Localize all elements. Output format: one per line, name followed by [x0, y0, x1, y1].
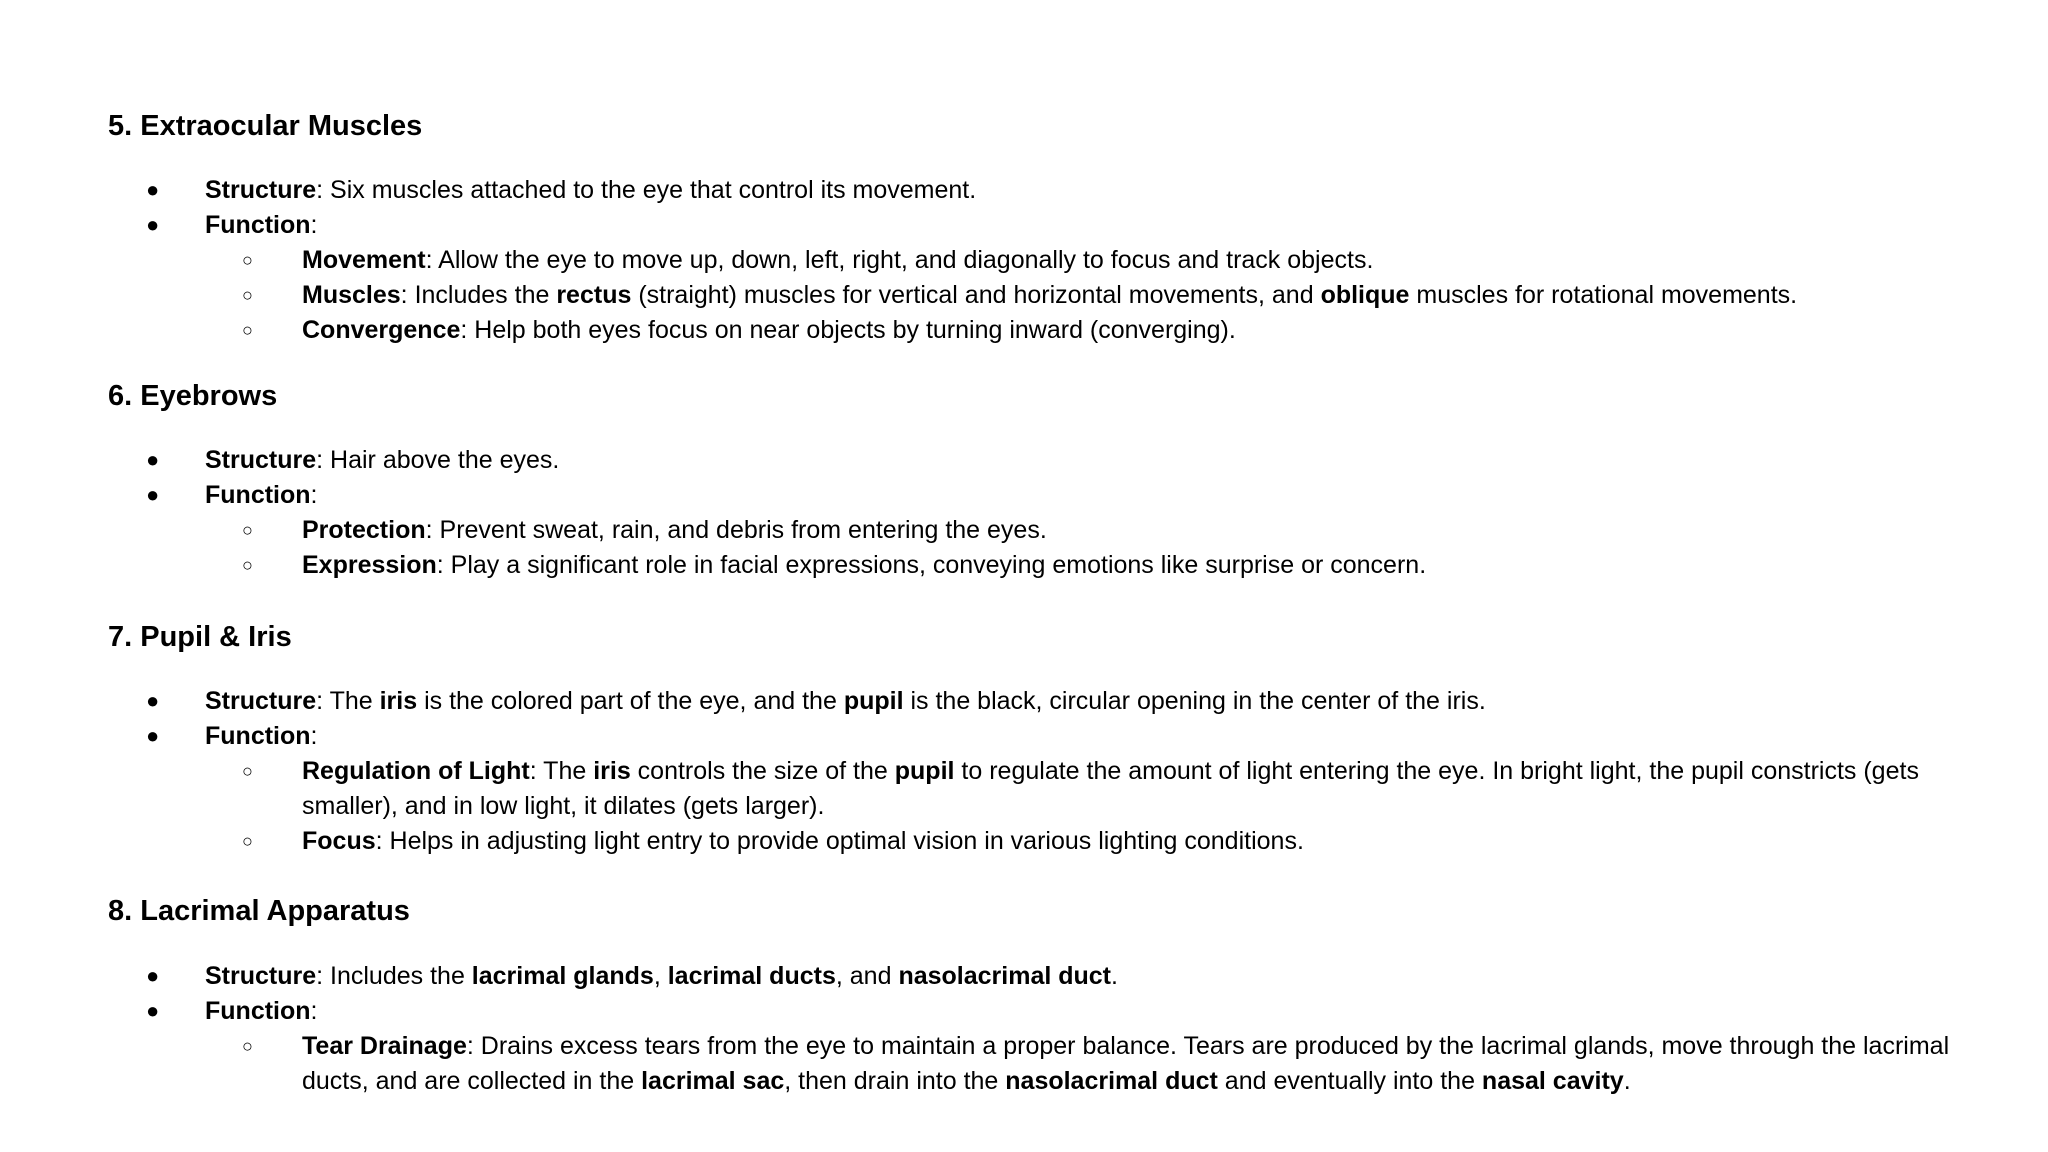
structure-text: . [1111, 962, 1118, 990]
bullet-circle-icon: ○ [242, 831, 253, 851]
item-label: Movement [302, 246, 426, 274]
item-text: : Includes the [400, 281, 557, 309]
structure-bold: pupil [843, 687, 904, 715]
item-bold: lacrimal sac [641, 1067, 785, 1095]
item-bold: nasal cavity [1481, 1067, 1624, 1095]
section-heading: 6. Eyebrows [108, 380, 278, 412]
function-line [205, 208, 317, 243]
item-bold: rectus [556, 281, 632, 309]
structure-bold: nasolacrimal duct [898, 962, 1112, 990]
item-label: Regulation of Light [302, 757, 530, 785]
list-item-regulation-of-light [302, 754, 1919, 789]
function-colon: : [310, 481, 318, 509]
structure-text: , and [835, 962, 899, 990]
item-bold: nasolacrimal duct [1005, 1067, 1218, 1095]
list-item-muscles [302, 278, 1797, 313]
bullet-disc-icon: ● [146, 212, 160, 237]
bullet-disc-icon: ● [146, 177, 160, 202]
section-heading: 5. Extraocular Muscles [108, 110, 423, 142]
function-line [205, 478, 317, 513]
structure-bold: lacrimal ducts [667, 962, 836, 990]
structure-text: is the black, circular opening in the center of the iris. [903, 687, 1486, 715]
item-text: and eventually into the [1217, 1067, 1482, 1095]
list-item-focus [302, 824, 1304, 859]
function-label: Function [205, 997, 311, 1025]
structure-bold: lacrimal glands [471, 962, 654, 990]
bullet-disc-icon: ● [146, 482, 160, 507]
function-colon: : [310, 722, 318, 750]
bullet-circle-icon: ○ [242, 250, 253, 270]
bullet-circle-icon: ○ [242, 320, 253, 340]
item-label: Convergence [302, 316, 461, 344]
item-text: : Helps in adjusting light entry to provide optimal vision in various lighting conditions. [375, 827, 1304, 855]
bullet-circle-icon: ○ [242, 555, 253, 575]
structure-text: : Includes the [316, 962, 472, 990]
list-item-expression [302, 548, 1426, 583]
structure-label: Structure [205, 446, 317, 474]
item-text: . [1623, 1067, 1631, 1095]
list-item-tear-drainage [302, 1029, 1949, 1064]
list-item-continuation [302, 1064, 1631, 1099]
item-text: : Prevent sweat, rain, and debris from entering the eyes. [425, 516, 1047, 544]
bullet-circle-icon: ○ [242, 285, 253, 305]
item-text: controls the size of the [630, 757, 895, 785]
structure-label: Structure [205, 176, 317, 204]
item-text: ducts, and are collected in the [302, 1067, 642, 1095]
bullet-circle-icon: ○ [242, 761, 253, 781]
item-text: : Play a significant role in facial expressions, conveying emotions like surprise or concern. [436, 551, 1427, 579]
item-text: (straight) muscles for vertical and horizontal movements, and [631, 281, 1321, 309]
item-bold: iris [593, 757, 631, 785]
item-label: Protection [302, 516, 426, 544]
function-line [205, 719, 317, 754]
item-text: , then drain into the [784, 1067, 1006, 1095]
function-line [205, 994, 317, 1029]
bullet-disc-icon: ● [146, 963, 160, 988]
function-label: Function [205, 481, 311, 509]
item-text: : The [529, 757, 594, 785]
structure-label: Structure [205, 962, 317, 990]
item-bold: oblique [1320, 281, 1410, 309]
bullet-circle-icon: ○ [242, 1036, 253, 1056]
item-text: : Help both eyes focus on near objects by turning inward (converging). [460, 316, 1236, 344]
structure-line [205, 959, 1118, 994]
item-label: Tear Drainage [302, 1032, 467, 1060]
bullet-disc-icon: ● [146, 723, 160, 748]
function-label: Function [205, 722, 311, 750]
item-bold: pupil [894, 757, 955, 785]
list-item-movement [302, 243, 1373, 278]
structure-label: Structure [205, 687, 317, 715]
bullet-disc-icon: ● [146, 688, 160, 713]
item-text: to regulate the amount of light entering the eye. In bright light, the pupil constricts (gets [954, 757, 1919, 785]
item-text: muscles for rotational movements. [1409, 281, 1798, 309]
structure-line [205, 443, 559, 478]
structure-text: : The [316, 687, 380, 715]
section-heading: 8. Lacrimal Apparatus [108, 895, 410, 927]
structure-line [205, 684, 1486, 719]
structure-text: : Six muscles attached to the eye that control its movement. [316, 176, 977, 204]
function-label: Function [205, 211, 311, 239]
list-item-continuation: smaller), and in low light, it dilates (gets larger). [302, 792, 825, 820]
list-item-protection [302, 513, 1047, 548]
section-heading: 7. Pupil & Iris [108, 621, 292, 653]
item-text: : Drains excess tears from the eye to maintain a proper balance. Tears are produced by the lacrimal glands, move through the lacrimal [466, 1032, 1950, 1060]
structure-text: : Hair above the eyes. [316, 446, 560, 474]
item-label: Focus [302, 827, 376, 855]
item-label: Expression [302, 551, 437, 579]
structure-text: , [653, 962, 668, 990]
structure-bold: iris [379, 687, 418, 715]
bullet-disc-icon: ● [146, 447, 160, 472]
function-colon: : [310, 211, 318, 239]
bullet-circle-icon: ○ [242, 520, 253, 540]
function-colon: : [310, 997, 318, 1025]
item-text: : Allow the eye to move up, down, left, right, and diagonally to focus and track objects. [425, 246, 1374, 274]
structure-text: is the colored part of the eye, and the [417, 687, 844, 715]
structure-line [205, 173, 976, 208]
list-item-convergence [302, 313, 1236, 348]
bullet-disc-icon: ● [146, 998, 160, 1023]
item-label: Muscles [302, 281, 401, 309]
